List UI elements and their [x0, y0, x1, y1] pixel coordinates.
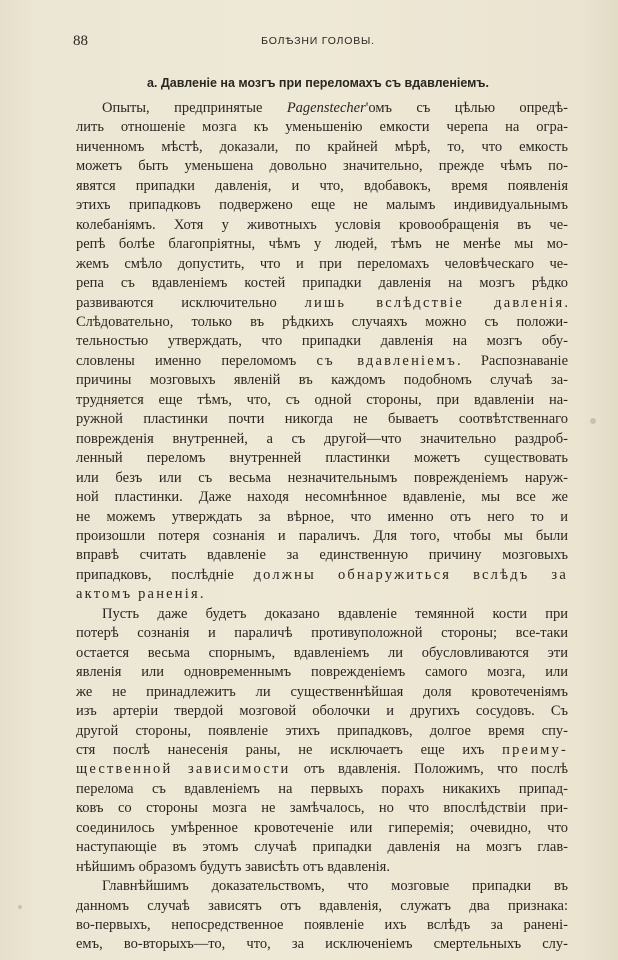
text-run: изъ артеріи твердой мозговой оболочки и другихъ сосудовъ. Съ	[76, 703, 568, 720]
text-line	[76, 624, 568, 643]
text-run: явленія или одновременнымъ поврежденіемъ самого мозга, или	[76, 664, 568, 681]
text-run: трудняется еще тѣмъ, что, съ одной стороны, при вдавленіи на-	[76, 391, 568, 408]
text-line	[76, 216, 568, 235]
text-line	[76, 274, 568, 293]
text-line	[76, 683, 568, 702]
text-run: другой стороны, появленіе этихъ припадковъ, долгое время спу-	[76, 722, 568, 739]
text-run: данномъ случаѣ зависятъ отъ вдавленія, служатъ два признака:	[76, 897, 568, 914]
text-run: репѣ болѣе благопріятны, чѣмъ у людей, тѣмъ не менѣе мы мо-	[76, 236, 568, 253]
text-run: емъ, во-вторыхъ—то, что, за исключеніемъ смертельныхъ слу-	[76, 936, 568, 953]
text-line	[76, 508, 568, 527]
text-run: вправѣ считать вдавленіе за единственную причину мозговыхъ	[76, 547, 568, 564]
text-line	[76, 799, 568, 818]
text-line	[76, 294, 568, 313]
text-run: остается весьма спорнымъ, вдавленіемъ ли обусловливаются эти	[76, 644, 568, 661]
text-line	[76, 605, 568, 624]
text-line	[76, 313, 568, 332]
text-line	[76, 585, 568, 604]
text-line	[76, 566, 568, 585]
text-run: словлены именно переломомъ	[76, 352, 317, 369]
page-stain	[590, 418, 596, 424]
body-text	[76, 99, 568, 955]
text-run: причины мозговыхъ явленій въ каждомъ подобномъ случаѣ за-	[76, 372, 568, 389]
spaced-emphasis: актомъ раненія	[76, 586, 200, 603]
text-run: 'омъ съ цѣлью опредѣ-	[365, 100, 568, 116]
text-run: Пусть даже будетъ доказано вдавленіе темянной кости при	[102, 605, 568, 622]
text-line	[76, 157, 568, 176]
text-run: наступающіе въ этомъ случаѣ припадки давленія на мозгъ глав-	[76, 839, 568, 856]
text-line	[76, 488, 568, 507]
text-run: ружной пластинки почти никогда не бываетъ соотвѣтственнаго	[76, 411, 568, 428]
text-run: припадковъ, послѣдніе	[76, 566, 254, 583]
text-line	[76, 138, 568, 157]
text-line	[76, 235, 568, 254]
text-line	[76, 430, 568, 449]
spaced-emphasis: съ вдавленіемъ	[316, 352, 457, 369]
italic-name: Pagenstecher	[286, 100, 366, 116]
text-run: ленный переломъ внутренней пластинки можетъ существовать	[76, 450, 568, 467]
text-line	[76, 449, 568, 468]
text-line	[76, 702, 568, 721]
spaced-emphasis: щественной зависимости	[76, 761, 291, 778]
text-line	[76, 118, 568, 137]
text-line	[76, 371, 568, 390]
paragraph	[76, 605, 568, 877]
text-line	[76, 332, 568, 351]
text-run: стя послѣ нанесенія раны, не исключаетъ еще ихъ	[76, 741, 503, 758]
section-title: а. Давленіе на мозгъ при переломахъ съ вдавленіемъ.	[146, 76, 490, 90]
text-run: Слѣдовательно, только въ рѣдкихъ случаяхъ можно съ положи-	[76, 313, 568, 330]
text-run: развиваются исключительно	[76, 294, 305, 311]
text-line	[76, 196, 568, 215]
text-run: произошли потеря сознанія и параличъ. Для того, чтобы мы были	[76, 527, 568, 544]
text-line	[76, 916, 568, 935]
text-run: Главнѣйшимъ доказательствомъ, что мозговые припадки въ	[102, 878, 568, 895]
text-line	[76, 877, 568, 896]
text-line	[76, 391, 568, 410]
text-run: же не принадлежитъ ли существеннѣйшая доля кровотеченіямъ	[76, 683, 568, 700]
spaced-emphasis: преиму-	[502, 741, 568, 758]
page-stain	[18, 905, 22, 909]
text-run: лить отношеніе мозга къ уменьшенію емкости черепа на огра-	[76, 119, 568, 136]
text-line	[76, 858, 568, 877]
text-run: .	[564, 294, 568, 311]
paragraph	[76, 99, 568, 605]
text-line	[76, 644, 568, 663]
spaced-emphasis: должны обнаружиться вслѣдъ за	[253, 566, 568, 583]
text-run: тельностью утверждать, что припадки давленія на мозгъ обу-	[76, 333, 568, 350]
text-line	[76, 741, 568, 760]
text-line	[76, 546, 568, 565]
text-line	[76, 469, 568, 488]
text-run: ниченномъ мѣстѣ, доказали, по крайней мѣрѣ, то, что емкость	[76, 138, 568, 155]
text-run: поврежденія внутренней, а съ другой—что значительно раздроб-	[76, 430, 568, 447]
text-line	[76, 410, 568, 429]
text-line	[76, 722, 568, 741]
text-run: репа съ вдавленіемъ костей припадки давленія на мозгъ рѣдко	[76, 275, 568, 292]
text-line	[76, 819, 568, 838]
text-run: соединилось умѣренное кровотеченіе или гиперемія; очевидно, что	[76, 819, 568, 836]
text-line	[76, 838, 568, 857]
text-run: перелома съ вдавленіемъ на первыхъ порахъ никакихъ припад-	[76, 780, 568, 797]
text-line	[76, 935, 568, 954]
text-run: этихъ припадковъ подвержено еще не малымъ индивидуальнымъ	[76, 197, 568, 214]
text-run: колебаніямъ. Хотя у животныхъ условія кровообращенія въ че-	[76, 216, 568, 233]
text-run: ковъ со стороны мозга не замѣчалось, но что впослѣдствіи при-	[76, 800, 568, 817]
running-head: БОЛѢЗНИ ГОЛОВЫ.	[261, 35, 375, 47]
text-line	[76, 527, 568, 546]
text-line	[76, 897, 568, 916]
text-run: или безъ или съ весьма незначительнымъ поврежденіемъ наруж-	[76, 469, 568, 486]
text-run: Опыты, предпринятые	[102, 100, 287, 116]
text-line	[76, 663, 568, 682]
text-run: не можемъ утверждать за вѣрное, что именно отъ него то и	[76, 508, 568, 525]
text-run: ной пластинки. Даже находя несомнѣнное вдавленіе, мы все же	[76, 489, 568, 506]
text-run: можетъ быть уменьшена довольно значительно, прежде чѣмъ по-	[76, 158, 568, 175]
text-run: . Распознаваніе	[456, 352, 568, 369]
spaced-emphasis: лишь вслѣдствіе давленія	[304, 294, 565, 311]
page-number: 88	[73, 33, 88, 49]
text-line	[76, 760, 568, 779]
text-run: потерѣ сознанія и параличѣ противуположной стороны; все-таки	[76, 625, 568, 642]
text-line	[76, 99, 568, 118]
text-run: во-первыхъ, непосредственное появленіе ихъ вслѣдъ за ранені-	[76, 917, 568, 934]
page-header	[70, 33, 566, 55]
text-run: нѣйшимъ образомъ будутъ зависѣть отъ вдавленія.	[76, 858, 390, 875]
text-line	[76, 255, 568, 274]
paragraph	[76, 877, 568, 955]
text-run: отъ вдавленія. Положимъ, что послѣ	[290, 761, 568, 778]
text-run: .	[199, 586, 204, 603]
text-line	[76, 352, 568, 371]
text-line	[76, 177, 568, 196]
text-run: явятся припадки давленія, и что, вдобавокъ, время появленія	[76, 177, 568, 194]
text-line	[76, 780, 568, 799]
text-run: жемъ смѣло допустить, что и при переломахъ человѣческаго че-	[76, 255, 568, 272]
